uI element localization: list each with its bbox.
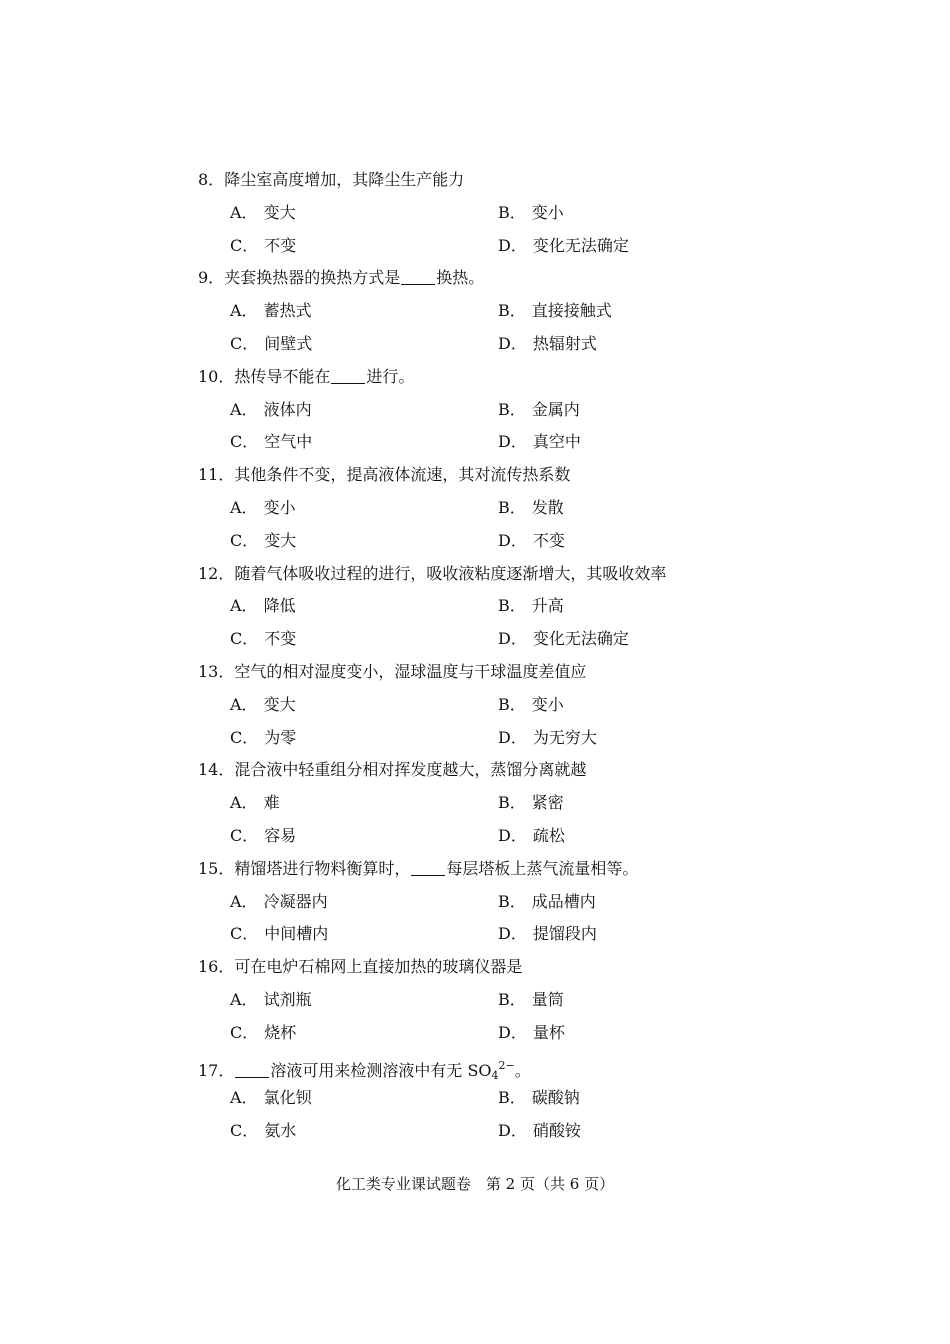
options-row: [198, 295, 758, 328]
option-b: [498, 984, 564, 1017]
question-text: 可在电炉石棉网上直接加热的玻璃仪器是: [234, 957, 523, 977]
option-b: [498, 787, 564, 820]
option-b: [498, 886, 596, 919]
options-row: [198, 230, 758, 263]
option-text: 金属内: [531, 399, 580, 419]
options-row: [198, 918, 758, 951]
option-key: B．: [498, 399, 526, 419]
options-row: [198, 1115, 758, 1148]
option-key: C．: [230, 432, 259, 452]
question-text: 降尘室高度增加，其降尘生产能力: [224, 170, 465, 189]
option-text: 难: [263, 793, 280, 813]
option-key: B．: [498, 596, 526, 616]
option-text: 液体内: [263, 399, 312, 419]
option-text: 间壁式: [264, 333, 313, 353]
question-text: 溶液可用来检测溶液中有无: [270, 1060, 468, 1080]
option-key: C．: [230, 924, 259, 944]
question-stem: [198, 656, 758, 689]
options-row: [198, 623, 758, 656]
question-number: 14．: [198, 760, 235, 780]
question-14: [198, 754, 758, 852]
option-key: A．: [230, 891, 258, 911]
option-text: 不变: [264, 235, 297, 255]
question-stem: [198, 459, 758, 492]
question-text: 精馏塔进行物料衡算时，: [234, 858, 411, 878]
option-a: [230, 492, 296, 525]
option-b: [498, 590, 564, 623]
option-key: D．: [498, 1022, 527, 1042]
question-number: 17．: [198, 1060, 235, 1080]
option-text: 量杯: [532, 1022, 565, 1042]
option-key: D．: [498, 432, 527, 452]
question-number: 12．: [198, 563, 235, 583]
option-key: C．: [230, 235, 259, 255]
option-d: [498, 1017, 565, 1050]
option-d: [498, 820, 565, 853]
formula-base: SO: [467, 1060, 492, 1080]
question-10: [198, 361, 758, 459]
option-text: 蓄热式: [263, 301, 312, 321]
option-key: A．: [230, 399, 258, 419]
option-c: [230, 722, 296, 755]
option-key: C．: [230, 825, 259, 845]
option-text: 发散: [531, 497, 564, 517]
question-17: [198, 1050, 758, 1148]
option-b: [498, 1082, 580, 1115]
options-row: [198, 984, 758, 1017]
option-key: A．: [230, 202, 258, 222]
option-text: 变小: [531, 202, 564, 222]
option-text: 变大: [263, 202, 296, 222]
answer-blank: [411, 857, 445, 876]
option-key: C．: [230, 1022, 259, 1042]
answer-blank: [401, 266, 435, 285]
option-text: 中间槽内: [264, 924, 329, 944]
question-number: 10．: [198, 366, 235, 386]
option-text: 为无穷大: [532, 727, 597, 747]
question-stem: [198, 853, 758, 886]
question-15: [198, 853, 758, 951]
options-row: [198, 590, 758, 623]
option-text: 降低: [263, 596, 296, 616]
option-key: B．: [498, 793, 526, 813]
question-number: 9．: [198, 268, 225, 288]
question-stem: [198, 164, 758, 197]
option-a: [230, 787, 280, 820]
question-text-end: 换热。: [436, 268, 485, 288]
option-a: [230, 295, 312, 328]
question-stem: [198, 1050, 758, 1083]
option-text: 硝酸铵: [532, 1121, 581, 1141]
option-text: 氯化钡: [263, 1088, 312, 1108]
question-11: [198, 459, 758, 557]
option-d: [498, 230, 629, 263]
option-key: B．: [498, 301, 526, 321]
option-text: 升高: [531, 596, 564, 616]
option-b: [498, 492, 564, 525]
option-key: D．: [498, 629, 527, 649]
option-text: 提馏段内: [532, 924, 597, 944]
question-16: [198, 951, 758, 1049]
option-text: 不变: [532, 530, 565, 550]
option-text: 成品槽内: [531, 891, 596, 911]
option-key: B．: [498, 989, 526, 1009]
option-key: D．: [498, 1121, 527, 1141]
option-key: A．: [230, 1088, 258, 1108]
formula-subscript: 4: [491, 1068, 499, 1082]
option-d: [498, 1115, 581, 1148]
option-key: C．: [230, 333, 259, 353]
option-c: [230, 230, 296, 263]
formula-superscript: 2−: [498, 1058, 515, 1072]
options-row: [198, 328, 758, 361]
option-key: D．: [498, 825, 527, 845]
option-a: [230, 984, 312, 1017]
option-key: B．: [498, 891, 526, 911]
option-text: 变化无法确定: [532, 629, 629, 649]
option-text: 量筒: [531, 989, 564, 1009]
option-c: [230, 1115, 296, 1148]
option-c: [230, 623, 296, 656]
option-key: B．: [498, 694, 526, 714]
options-row: [198, 426, 758, 459]
option-key: D．: [498, 924, 527, 944]
option-text: 试剂瓶: [263, 989, 312, 1009]
option-text: 真空中: [532, 432, 581, 452]
option-d: [498, 426, 581, 459]
question-text: 夹套换热器的换热方式是: [224, 268, 401, 288]
options-row: [198, 820, 758, 853]
question-list: [198, 164, 758, 1148]
options-row: [198, 1017, 758, 1050]
option-key: B．: [498, 1088, 526, 1108]
options-row: [198, 886, 758, 919]
option-b: [498, 689, 564, 722]
option-text: 直接接触式: [531, 301, 612, 321]
question-8: [198, 164, 758, 262]
option-text: 为零: [264, 727, 297, 747]
option-c: [230, 426, 312, 459]
options-row: [198, 394, 758, 427]
question-13: [198, 656, 758, 754]
question-text: 其他条件不变，提高液体流速，其对流传热系数: [234, 465, 571, 485]
option-key: C．: [230, 530, 259, 550]
answer-blank: [331, 365, 365, 384]
question-text-end: 每层塔板上蒸气流量相等。: [446, 858, 639, 878]
option-key: D．: [498, 235, 527, 255]
question-stem: [198, 262, 758, 295]
option-key: C．: [230, 1121, 259, 1141]
option-key: A．: [230, 497, 258, 517]
options-row: [198, 689, 758, 722]
option-text: 碳酸钠: [531, 1088, 580, 1108]
option-b: [498, 197, 564, 230]
option-b: [498, 295, 612, 328]
option-text: 不变: [264, 629, 297, 649]
option-key: C．: [230, 727, 259, 747]
question-text-end: 进行。: [366, 366, 415, 386]
option-key: D．: [498, 530, 527, 550]
answer-blank: [235, 1059, 269, 1078]
question-stem: [198, 558, 758, 591]
question-text: 空气的相对湿度变小，湿球温度与干球温度差值应: [234, 661, 587, 681]
options-row: [198, 722, 758, 755]
option-key: A．: [230, 694, 258, 714]
option-d: [498, 722, 597, 755]
option-text: 氨水: [264, 1121, 297, 1141]
option-key: A．: [230, 793, 258, 813]
option-a: [230, 394, 312, 427]
option-text: 变大: [263, 694, 296, 714]
question-stem: [198, 754, 758, 787]
option-key: D．: [498, 727, 527, 747]
option-a: [230, 1082, 312, 1115]
option-a: [230, 590, 296, 623]
options-row: [198, 787, 758, 820]
option-text: 变化无法确定: [532, 235, 629, 255]
question-text: 热传导不能在: [234, 366, 331, 386]
option-text: 疏松: [532, 825, 565, 845]
option-key: A．: [230, 596, 258, 616]
option-a: [230, 886, 328, 919]
option-d: [498, 525, 565, 558]
option-b: [498, 394, 580, 427]
option-key: B．: [498, 497, 526, 517]
page-footer: 化工类专业课试题卷 第 2 页（共 6 页）: [335, 1175, 615, 1193]
option-text: 热辐射式: [532, 333, 597, 353]
question-number: 13．: [198, 661, 235, 681]
option-d: [498, 328, 597, 361]
option-c: [230, 328, 312, 361]
question-text: 随着气体吸收过程的进行，吸收液粘度逐渐增大，其吸收效率: [234, 563, 667, 583]
question-number: 15．: [198, 858, 235, 878]
option-text: 容易: [264, 825, 297, 845]
question-number: 16．: [198, 957, 235, 977]
option-d: [498, 918, 597, 951]
question-text-end: 。: [514, 1060, 531, 1080]
option-c: [230, 918, 328, 951]
question-stem: [198, 361, 758, 394]
question-stem: [198, 951, 758, 984]
options-row: [198, 1082, 758, 1115]
option-key: A．: [230, 989, 258, 1009]
option-text: 空气中: [264, 432, 313, 452]
sulfate-formula: [467, 1058, 515, 1082]
option-c: [230, 820, 296, 853]
option-key: C．: [230, 629, 259, 649]
option-key: B．: [498, 202, 526, 222]
options-row: [198, 525, 758, 558]
options-row: [198, 492, 758, 525]
option-key: A．: [230, 301, 258, 321]
option-text: 变小: [263, 497, 296, 517]
option-c: [230, 1017, 296, 1050]
option-text: 烧杯: [264, 1022, 297, 1042]
question-9: [198, 262, 758, 360]
question-number: 8．: [198, 170, 225, 189]
option-a: [230, 689, 296, 722]
option-text: 紧密: [531, 793, 564, 813]
option-text: 变大: [264, 530, 297, 550]
option-a: [230, 197, 296, 230]
options-row: [198, 197, 758, 230]
option-text: 变小: [531, 694, 564, 714]
option-key: D．: [498, 333, 527, 353]
question-text: 混合液中轻重组分相对挥发度越大，蒸馏分离就越: [234, 760, 587, 780]
option-c: [230, 525, 296, 558]
question-12: [198, 558, 758, 656]
question-number: 11．: [198, 465, 235, 485]
option-d: [498, 623, 629, 656]
option-text: 冷凝器内: [263, 891, 328, 911]
